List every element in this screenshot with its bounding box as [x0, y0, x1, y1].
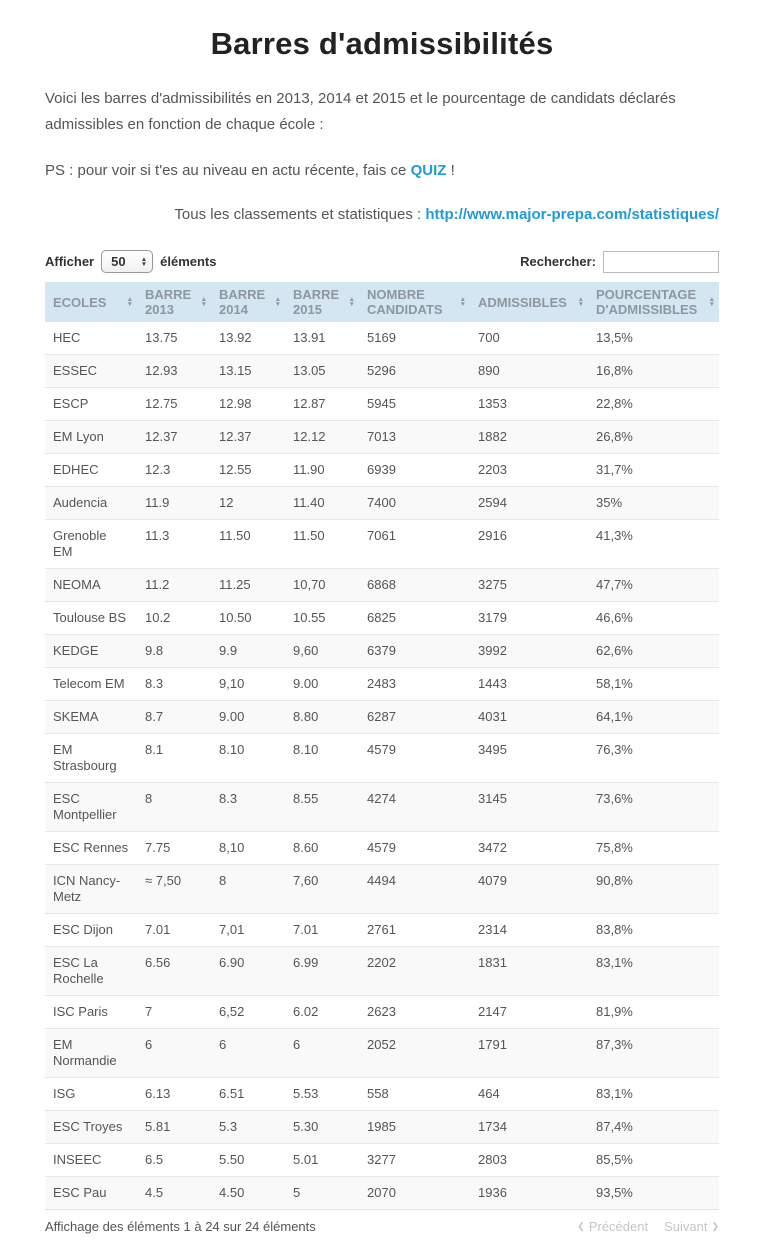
cell-value: 2803: [470, 1144, 588, 1177]
cell-value: 1882: [470, 421, 588, 454]
previous-label: Précédent: [588, 1219, 649, 1234]
cell-school-name: Audencia: [45, 487, 137, 520]
cell-value: 85,5%: [588, 1144, 719, 1177]
cell-value: 11.9: [137, 487, 211, 520]
cell-value: 9,10: [211, 668, 285, 701]
cell-value: 3275: [470, 569, 588, 602]
cell-value: 10.55: [285, 602, 359, 635]
cell-value: 5.53: [285, 1078, 359, 1111]
stats-line: [45, 206, 719, 223]
cell-value: 12.55: [211, 454, 285, 487]
cell-value: 13.91: [293, 330, 326, 345]
cell-value: 9.8: [137, 635, 211, 668]
cell-value: 3145: [470, 783, 588, 832]
cell-value: 2147: [470, 996, 588, 1029]
cell-value: 12.37: [137, 421, 211, 454]
table-row: [45, 1144, 719, 1177]
cell-value: 5.50: [211, 1144, 285, 1177]
cell-value: 12.98: [211, 388, 285, 421]
table-row: [45, 1029, 719, 1078]
cell-value: 2623: [359, 996, 470, 1029]
cell-value: 10,70: [285, 569, 359, 602]
cell-value: 12.37: [211, 421, 285, 454]
cell-value: 3495: [470, 734, 588, 783]
cell-value: 4031: [470, 701, 588, 734]
cell-value: 1831: [470, 947, 588, 996]
cell-value: 26,8%: [588, 421, 719, 454]
cell-value: 3472: [470, 832, 588, 865]
table-row: [45, 322, 719, 355]
cell-value: 4274: [359, 783, 470, 832]
cell-value: 62,6%: [588, 635, 719, 668]
table-row: [45, 947, 719, 996]
column-label: ADMISSIBLES: [478, 294, 567, 310]
quiz-link[interactable]: QUIZ: [410, 162, 447, 179]
cell-value: 76,3%: [588, 734, 719, 783]
table-row: [45, 421, 719, 454]
cell-value: 5.30: [285, 1111, 359, 1144]
cell-value: 4.5: [137, 1177, 211, 1210]
cell-value: 8: [137, 783, 211, 832]
chevron-left-icon: ❮: [577, 1221, 585, 1231]
cell-school-name: INSEEC: [45, 1144, 137, 1177]
cell-value: 3277: [359, 1144, 470, 1177]
column-header-barre-2014[interactable]: [211, 282, 285, 322]
cell-value: 81,9%: [588, 996, 719, 1029]
cell-value: 6939: [359, 454, 470, 487]
sort-icon[interactable]: ▲ ▼: [348, 296, 355, 308]
cell-school-name: ISC Paris: [45, 996, 137, 1029]
cell-value: 11.3: [137, 520, 211, 569]
cell-value: 2203: [470, 454, 588, 487]
cell-value: 35%: [588, 487, 719, 520]
cell-value: 12.3: [137, 454, 211, 487]
cell-value: 73,6%: [588, 783, 719, 832]
cell-value: 75,8%: [588, 832, 719, 865]
search-label: Rechercher:: [520, 254, 596, 269]
cell-value: 5.01: [285, 1144, 359, 1177]
cell-value: 8.60: [285, 832, 359, 865]
cell-value: 2314: [470, 914, 588, 947]
cell-value: 4579: [359, 832, 470, 865]
cell-value: 2070: [359, 1177, 470, 1210]
sort-icon[interactable]: ▲ ▼: [577, 296, 584, 308]
cell-value: ≈ 7,50: [137, 865, 211, 914]
pagination: [577, 1219, 719, 1234]
cell-value: 2052: [359, 1029, 470, 1078]
cell-value: 1791: [470, 1029, 588, 1078]
cell-value: 12.93: [137, 355, 211, 388]
cell-value: 31,7%: [588, 454, 719, 487]
page-container: [0, 26, 764, 1254]
column-header-admissibles[interactable]: [470, 282, 588, 322]
cell-value: 6.99: [285, 947, 359, 996]
cell-value: 700: [478, 330, 500, 345]
cell-value: 7.75: [137, 832, 211, 865]
sort-icon[interactable]: ▲ ▼: [708, 296, 715, 308]
table-row: [45, 487, 719, 520]
cell-value: 93,5%: [588, 1177, 719, 1210]
search-control: [520, 251, 719, 273]
table-info: Affichage des éléments 1 à 24 sur 24 éléments: [45, 1219, 316, 1234]
cell-value: 11.90: [285, 454, 359, 487]
ps-paragraph: [45, 160, 719, 182]
cell-value: 58,1%: [588, 668, 719, 701]
cell-value: 90,8%: [588, 865, 719, 914]
table-controls: [45, 250, 719, 273]
cell-school-name: EM Normandie: [45, 1029, 137, 1078]
column-header-ecoles[interactable]: [45, 282, 137, 322]
cell-value: 1734: [470, 1111, 588, 1144]
cell-value: 2483: [359, 668, 470, 701]
table-row: [45, 520, 719, 569]
cell-value: 8.10: [211, 734, 285, 783]
cell-value: 6.02: [285, 996, 359, 1029]
cell-value: 6.90: [211, 947, 285, 996]
cell-value: 5945: [359, 388, 470, 421]
cell-school-name: HEC: [53, 330, 81, 345]
cell-value: 87,4%: [588, 1111, 719, 1144]
intro-paragraph: Voici les barres d'admissibilités en 2013, 2014 et 2015 et le pourcentage de candidats déclarés admissibles en fonction de chaque école :: [45, 90, 676, 133]
table-row: [45, 734, 719, 783]
table-row: [45, 701, 719, 734]
column-header-barre-2013[interactable]: [137, 282, 211, 322]
cell-value: 10.2: [137, 602, 211, 635]
cell-school-name: ISG: [45, 1078, 137, 1111]
cell-value: 46,6%: [588, 602, 719, 635]
column-label: ECOLES: [53, 294, 107, 310]
cell-value: 12.87: [285, 388, 359, 421]
cell-school-name: ESCP: [45, 388, 137, 421]
cell-school-name: ESC Dijon: [45, 914, 137, 947]
table-row: [45, 635, 719, 668]
cell-school-name: KEDGE: [45, 635, 137, 668]
ps-text-suffix: !: [446, 162, 455, 179]
cell-value: 41,3%: [588, 520, 719, 569]
cell-value: 4579: [359, 734, 470, 783]
cell-value: 8.80: [285, 701, 359, 734]
cell-value: 11.50: [285, 520, 359, 569]
cell-school-name: ESC Montpellier: [45, 783, 137, 832]
cell-school-name: Toulouse BS: [45, 602, 137, 635]
stats-text-prefix: Tous les classements et statistiques :: [174, 206, 426, 223]
cell-value: 9.9: [211, 635, 285, 668]
cell-value: 13.75: [145, 330, 178, 345]
elements-label: éléments: [160, 254, 217, 269]
cell-value: 5169: [367, 330, 396, 345]
cell-value: 1443: [470, 668, 588, 701]
cell-value: 9.00: [285, 668, 359, 701]
cell-value: 87,3%: [588, 1029, 719, 1078]
cell-value: 7,60: [285, 865, 359, 914]
cell-value: 8,10: [211, 832, 285, 865]
cell-value: 22,8%: [588, 388, 719, 421]
cell-value: 12.12: [285, 421, 359, 454]
cell-value: 2761: [359, 914, 470, 947]
cell-value: 8.3: [211, 783, 285, 832]
cell-school-name: EM Lyon: [45, 421, 137, 454]
page-title: Barres d'admissibilités: [210, 26, 554, 61]
cell-value: 8.7: [137, 701, 211, 734]
cell-value: 2202: [359, 947, 470, 996]
page-length-control: [45, 250, 217, 273]
cell-value: 7.01: [285, 914, 359, 947]
column-label: BARRE 2013: [145, 287, 192, 317]
cell-value: 4079: [470, 865, 588, 914]
cell-value: 2594: [470, 487, 588, 520]
cell-value: 83,1%: [588, 1078, 719, 1111]
cell-value: 8.10: [285, 734, 359, 783]
cell-value: 11.25: [211, 569, 285, 602]
cell-value: 8.55: [285, 783, 359, 832]
cell-school-name: Telecom EM: [45, 668, 137, 701]
cell-value: 3179: [470, 602, 588, 635]
cell-value: 890: [470, 355, 588, 388]
chevron-right-icon: ❯: [711, 1221, 719, 1231]
next-label: Suivant: [664, 1219, 708, 1234]
cell-value: 7: [137, 996, 211, 1029]
cell-school-name: ESSEC: [45, 355, 137, 388]
column-header-barre-2015[interactable]: [285, 282, 359, 322]
cell-school-name: ESC Pau: [45, 1177, 137, 1210]
table-row: [45, 914, 719, 947]
table-row: [45, 1177, 719, 1210]
cell-value: 8.3: [137, 668, 211, 701]
page-length-select[interactable]: [101, 250, 153, 273]
cell-school-name: NEOMA: [45, 569, 137, 602]
cell-value: 2916: [470, 520, 588, 569]
search-input[interactable]: [603, 251, 719, 273]
cell-value: 7,01: [211, 914, 285, 947]
cell-value: 6868: [359, 569, 470, 602]
cell-value: 6: [285, 1029, 359, 1078]
ps-text-prefix: PS : pour voir si t'es au niveau en actu récente, fais ce: [45, 162, 411, 179]
sort-icon[interactable]: ▲ ▼: [126, 296, 133, 308]
table-row: [45, 454, 719, 487]
cell-value: 6825: [359, 602, 470, 635]
data-table: [45, 282, 719, 1210]
cell-school-name: EM Strasbourg: [45, 734, 137, 783]
cell-value: 5: [285, 1177, 359, 1210]
cell-value: 13.92: [219, 330, 252, 345]
cell-school-name: SKEMA: [45, 701, 137, 734]
cell-value: 6.5: [137, 1144, 211, 1177]
sort-icon[interactable]: ▲ ▼: [274, 296, 281, 308]
cell-value: 4494: [359, 865, 470, 914]
table-row: [45, 1111, 719, 1144]
column-label: BARRE 2014: [219, 287, 266, 317]
cell-value: 13.05: [285, 355, 359, 388]
cell-value: 1985: [359, 1111, 470, 1144]
cell-school-name: ICN Nancy-Metz: [45, 865, 137, 914]
table-footer: [45, 1210, 719, 1254]
cell-value: 6287: [359, 701, 470, 734]
cell-value: 5296: [359, 355, 470, 388]
cell-value: 12: [211, 487, 285, 520]
cell-value: 13,5%: [596, 330, 633, 345]
cell-value: 9,60: [285, 635, 359, 668]
cell-value: 7013: [359, 421, 470, 454]
column-header-pourcentage-d-admissibles[interactable]: [588, 282, 719, 322]
cell-value: 4.50: [211, 1177, 285, 1210]
cell-value: 11.40: [285, 487, 359, 520]
cell-value: 6379: [359, 635, 470, 668]
column-label: BARRE 2015: [293, 287, 340, 317]
cell-school-name: ESC Rennes: [45, 832, 137, 865]
table-row: [45, 865, 719, 914]
cell-value: 11.2: [137, 569, 211, 602]
cell-school-name: ESC La Rochelle: [45, 947, 137, 996]
table-row: [45, 388, 719, 421]
cell-value: 83,1%: [588, 947, 719, 996]
cell-value: 5.3: [211, 1111, 285, 1144]
cell-value: 6: [211, 1029, 285, 1078]
cell-value: 10.50: [211, 602, 285, 635]
table-header-row: [45, 282, 719, 322]
cell-value: 6,52: [211, 996, 285, 1029]
next-button[interactable]: [664, 1219, 719, 1234]
stats-link[interactable]: http://www.major-prepa.com/statistiques/: [425, 206, 719, 223]
show-label: Afficher: [45, 254, 95, 269]
cell-value: 1936: [470, 1177, 588, 1210]
table-row: [45, 569, 719, 602]
cell-value: 6.51: [211, 1078, 285, 1111]
table-row: [45, 1078, 719, 1111]
cell-value: 83,8%: [588, 914, 719, 947]
cell-value: 13.15: [211, 355, 285, 388]
sort-icon[interactable]: ▲ ▼: [459, 296, 466, 308]
page-length-value: 50: [111, 254, 126, 269]
cell-value: 558: [359, 1078, 470, 1111]
cell-value: 16,8%: [588, 355, 719, 388]
cell-value: 6: [137, 1029, 211, 1078]
select-arrows-icon: ▲ ▼: [140, 255, 148, 268]
cell-value: 7061: [359, 520, 470, 569]
previous-button[interactable]: [577, 1219, 648, 1234]
column-header-nombre-candidats[interactable]: [359, 282, 470, 322]
column-label: POURCENTAGE D'ADMISSIBLES: [596, 287, 698, 317]
cell-value: 5.81: [137, 1111, 211, 1144]
cell-school-name: ESC Troyes: [45, 1111, 137, 1144]
cell-value: 8: [211, 865, 285, 914]
cell-value: 47,7%: [588, 569, 719, 602]
cell-value: 3992: [470, 635, 588, 668]
sort-icon[interactable]: ▲ ▼: [200, 296, 207, 308]
cell-value: 6.13: [137, 1078, 211, 1111]
table-row: [45, 668, 719, 701]
table-row: [45, 602, 719, 635]
table-row: [45, 996, 719, 1029]
table-row: [45, 832, 719, 865]
cell-school-name: Grenoble EM: [45, 520, 137, 569]
table-body: [45, 322, 719, 1210]
column-label: NOMBRE CANDIDATS: [367, 287, 443, 317]
cell-value: 1353: [470, 388, 588, 421]
cell-school-name: EDHEC: [45, 454, 137, 487]
cell-value: 11.50: [211, 520, 285, 569]
cell-value: 7.01: [137, 914, 211, 947]
cell-value: 8.1: [137, 734, 211, 783]
cell-value: 464: [470, 1078, 588, 1111]
cell-value: 6.56: [137, 947, 211, 996]
cell-value: 9.00: [211, 701, 285, 734]
cell-value: 12.75: [137, 388, 211, 421]
cell-value: 7400: [359, 487, 470, 520]
table-row: [45, 783, 719, 832]
table-row: [45, 355, 719, 388]
cell-value: 64,1%: [588, 701, 719, 734]
